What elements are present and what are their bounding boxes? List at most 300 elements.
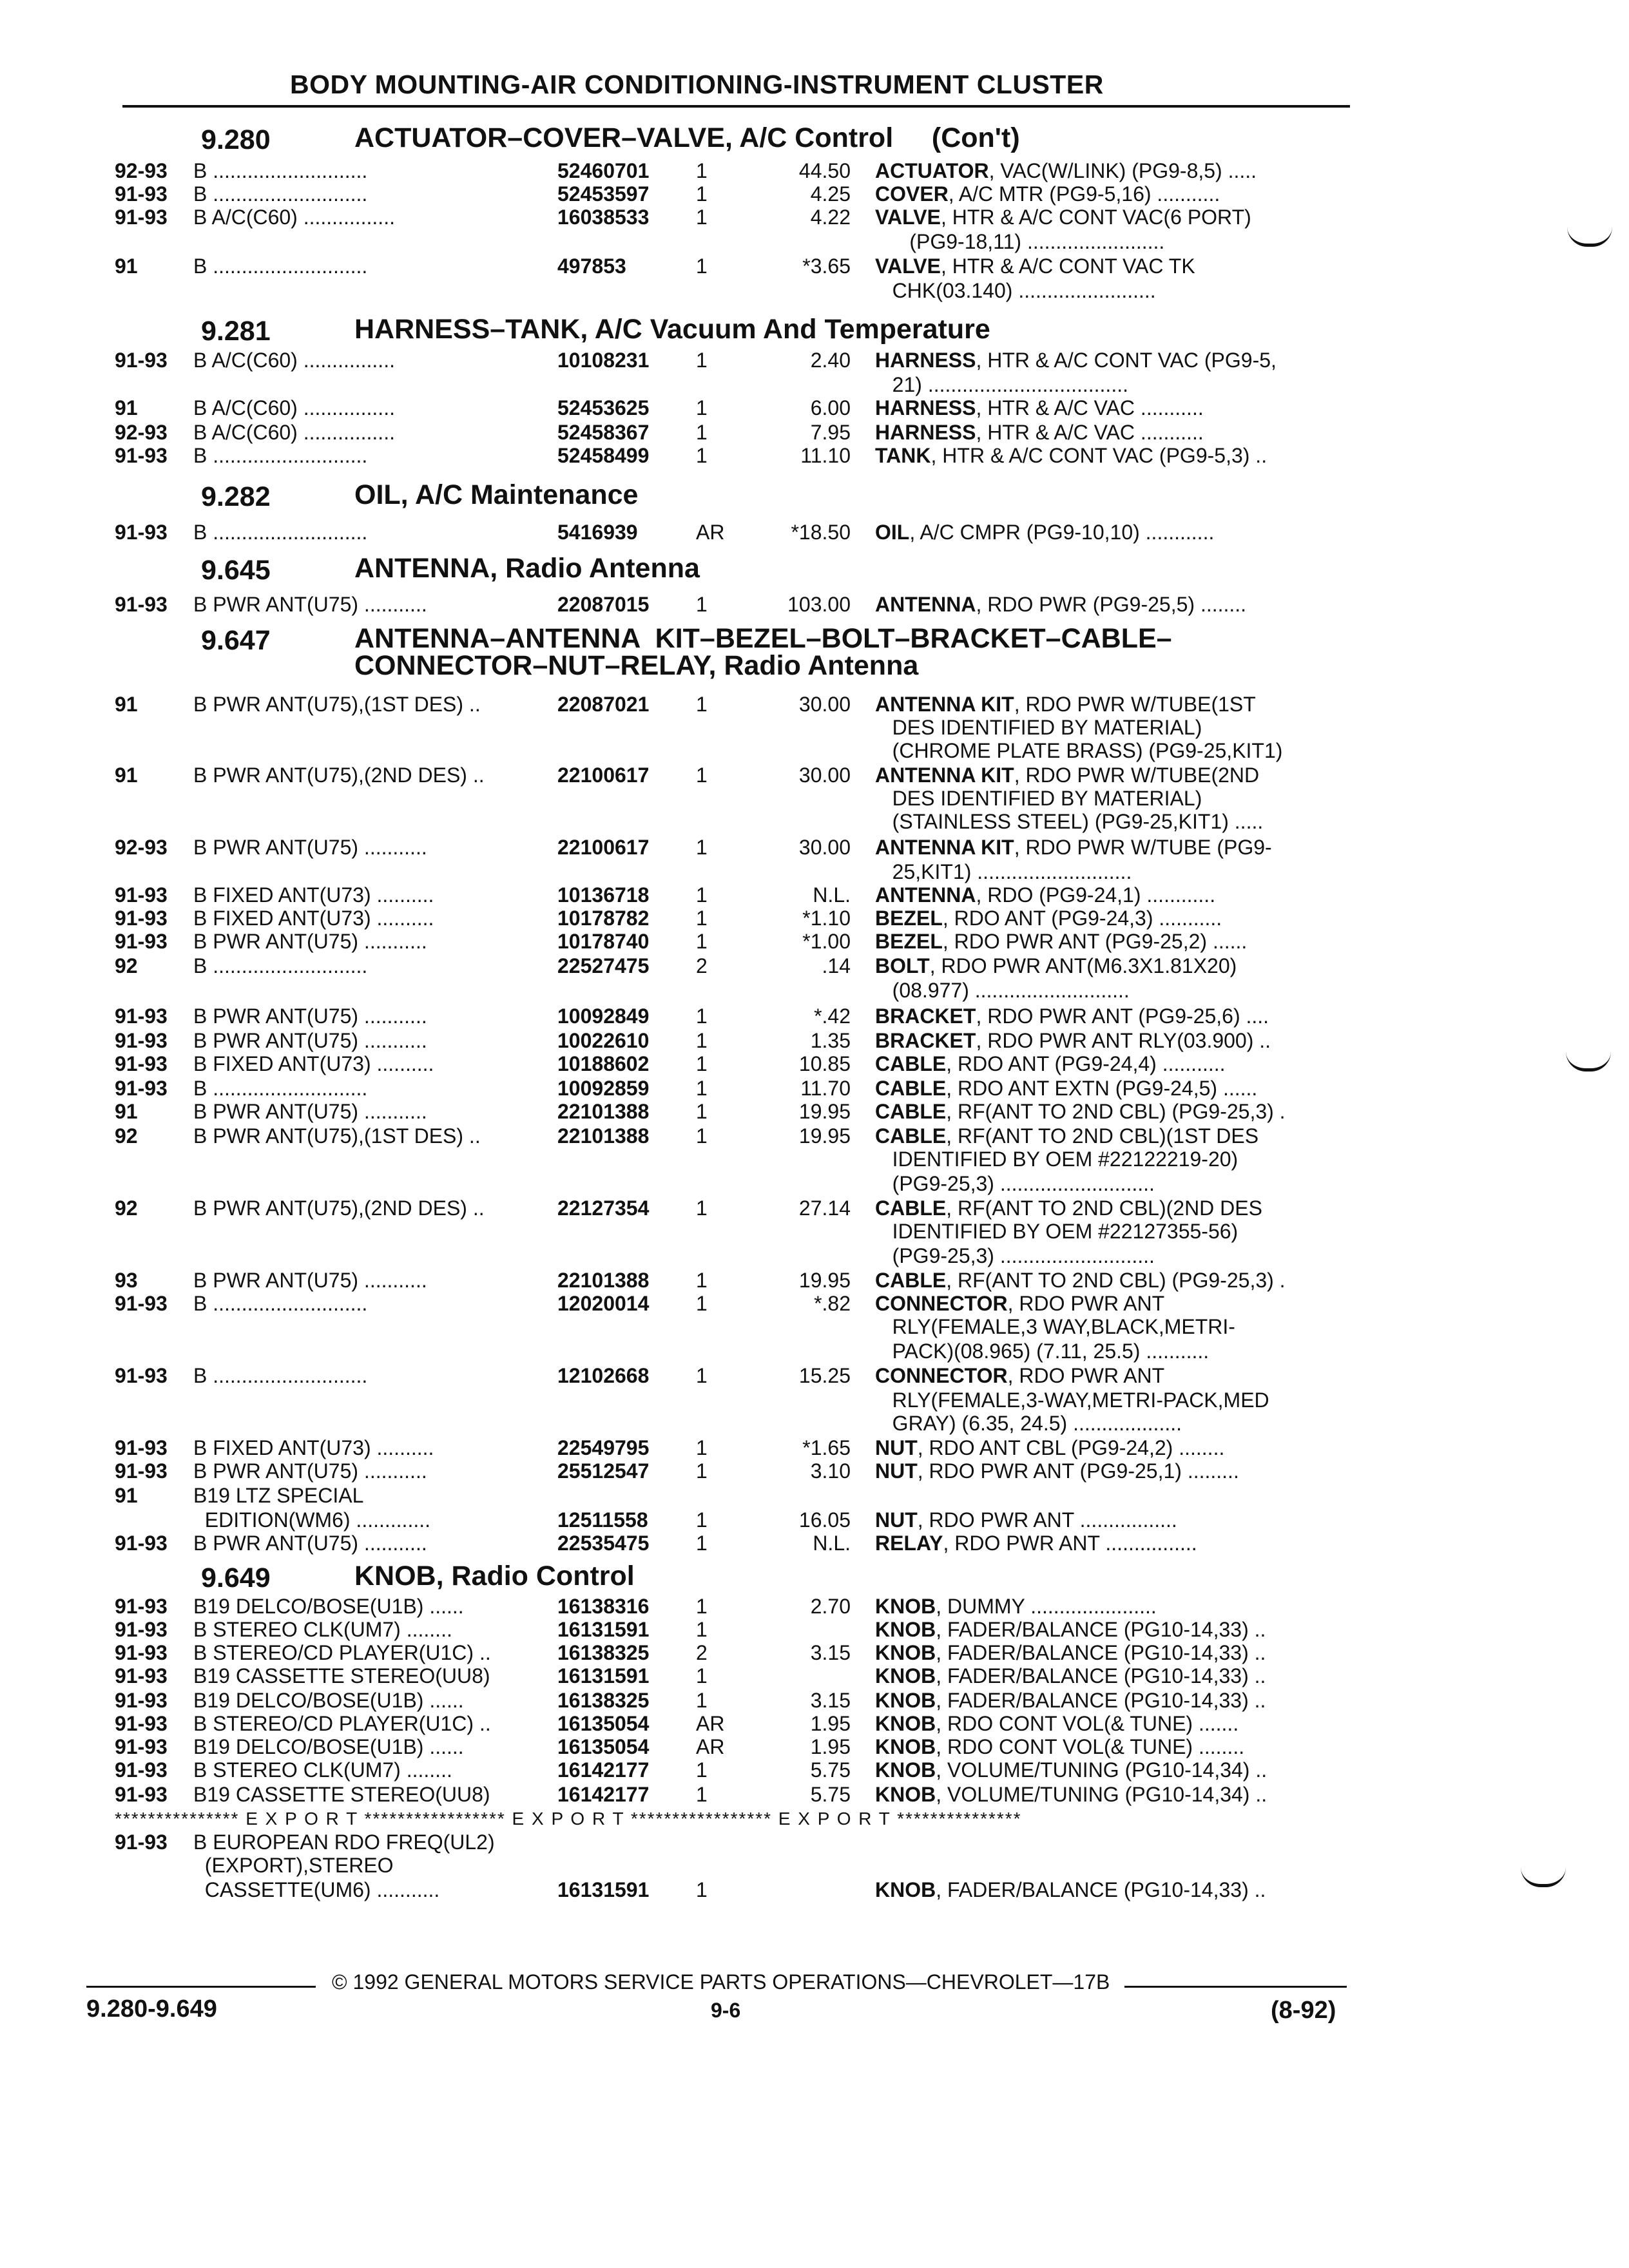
part-detail: , HTR & A/C CONT VAC TK	[940, 255, 1195, 278]
part-number: 52453597	[557, 182, 650, 206]
body-model: B19 DELCO/BOSE(U1B) ......	[193, 1595, 470, 1618]
part-detail: , RDO PWR W/TUBE (PG9-	[1014, 836, 1272, 859]
parts-line	[0, 230, 1629, 253]
year-range: 91-93	[115, 1004, 168, 1028]
body-model: B FIXED ANT(U73) ..........	[193, 1436, 440, 1459]
part-detail: , RDO PWR ANT (PG9-25,2) ......	[942, 930, 1248, 953]
body-model: B19 LTZ SPECIAL	[193, 1484, 364, 1507]
parts-line	[0, 1124, 1629, 1148]
part-description	[875, 1315, 1235, 1338]
price: N.L.	[813, 1532, 851, 1555]
year-range: 92-93	[115, 421, 168, 444]
body-model: B FIXED ANT(U73) ..........	[193, 907, 440, 930]
part-detail: , A/C CMPR (PG9-10,10) ............	[909, 521, 1215, 544]
part-detail: , VAC(W/LINK) (PG9-8,5) .....	[988, 159, 1257, 182]
parts-line	[0, 1029, 1629, 1052]
year-range: 92	[115, 1124, 138, 1148]
part-number: 16131591	[557, 1878, 650, 1901]
part-description	[875, 1148, 1238, 1171]
part-detail: (STAINLESS STEEL) (PG9-25,KIT1) .....	[875, 810, 1264, 833]
parts-line	[0, 836, 1629, 859]
part-detail: , VOLUME/TUNING (PG10-14,34) ..	[936, 1758, 1268, 1782]
footer-date: (8-92)	[1271, 1997, 1336, 2024]
quantity: 1	[696, 1595, 708, 1618]
part-number: 22087015	[557, 593, 650, 616]
section-number: 9.649	[201, 1562, 271, 1593]
part-number: 10092849	[557, 1004, 650, 1028]
part-number: 10092859	[557, 1077, 650, 1100]
year-range: 91	[115, 1100, 138, 1123]
parts-line	[0, 1269, 1629, 1292]
part-number: 16138316	[557, 1595, 650, 1618]
quantity: 1	[696, 1029, 708, 1052]
year-range: 91-93	[115, 349, 168, 372]
part-number: 12102668	[557, 1364, 650, 1387]
year-range: 91-93	[115, 1783, 168, 1806]
part-number: 25512547	[557, 1459, 650, 1483]
part-name: CONNECTOR	[875, 1364, 1008, 1387]
quantity: 1	[696, 1508, 708, 1532]
price: 11.70	[800, 1077, 851, 1100]
footer-page-number: 9-6	[711, 1999, 741, 2022]
part-number: 12511558	[557, 1508, 648, 1532]
quantity: 1	[696, 1878, 708, 1901]
part-description	[875, 1758, 1267, 1782]
year-range: 91-93	[115, 907, 168, 930]
year-range: 91-93	[115, 930, 168, 953]
part-detail: CHK(03.140) ........................	[875, 279, 1156, 302]
part-description	[875, 693, 1256, 716]
part-name: CABLE	[875, 1124, 947, 1148]
part-detail: , HTR & A/C CONT VAC (PG9-5,3) ..	[930, 444, 1268, 467]
parts-line	[0, 1783, 1629, 1806]
part-detail: , RF(ANT TO 2ND CBL)(2ND DES	[946, 1196, 1262, 1220]
body-model: B PWR ANT(U75) ...........	[193, 1269, 433, 1292]
quantity: 1	[696, 444, 708, 467]
parts-line	[0, 1436, 1629, 1459]
part-detail: , RDO PWR (PG9-25,5) ........	[976, 593, 1247, 616]
parts-line	[0, 1315, 1629, 1338]
year-range: 91-93	[115, 1292, 168, 1315]
part-number: 16038533	[557, 206, 650, 229]
price: *1.00	[802, 930, 851, 953]
parts-line	[0, 1712, 1629, 1735]
year-range: 91	[115, 396, 138, 419]
parts-line	[0, 1148, 1629, 1171]
part-name: BRACKET	[875, 1004, 976, 1028]
parts-line	[0, 349, 1629, 372]
part-description	[875, 1172, 1155, 1195]
parts-line	[0, 810, 1629, 833]
parts-line	[0, 954, 1629, 977]
year-range: 91-93	[115, 1029, 168, 1052]
footer-section-range: 9.280-9.649	[86, 1995, 217, 2023]
price: .14	[822, 954, 851, 977]
part-number: 16131591	[557, 1618, 650, 1641]
year-range: 91-93	[115, 1459, 168, 1483]
part-number: 10108231	[557, 349, 650, 372]
part-name: KNOB	[875, 1689, 936, 1712]
part-detail: (PG9-25,3) ...........................	[875, 1172, 1155, 1195]
part-description	[875, 787, 1202, 810]
part-detail: , RDO PWR W/TUBE(2ND	[1014, 764, 1260, 787]
part-detail: , RF(ANT TO 2ND CBL) (PG9-25,3) .	[946, 1269, 1286, 1292]
price: 19.95	[798, 1124, 851, 1148]
parts-line	[0, 159, 1629, 182]
quantity: 1	[696, 1689, 708, 1712]
part-name: KNOB	[875, 1878, 936, 1901]
part-description	[875, 716, 1202, 739]
parts-line	[0, 1389, 1629, 1412]
part-description	[875, 979, 1130, 1002]
year-range: 91-93	[115, 1052, 168, 1075]
body-model: B A/C(C60) ................	[193, 206, 401, 229]
part-description	[875, 349, 1277, 372]
part-number: 16135054	[557, 1735, 650, 1758]
body-model: CASSETTE(UM6) ...........	[193, 1878, 446, 1901]
part-description	[875, 860, 1132, 883]
price: 19.95	[798, 1269, 851, 1292]
body-model: B PWR ANT(U75) ...........	[193, 1100, 433, 1123]
part-number: 22101388	[557, 1124, 650, 1148]
body-model: B ...........................	[193, 182, 374, 206]
year-range: 91-93	[115, 1364, 168, 1387]
part-number: 16142177	[557, 1783, 650, 1806]
quantity: 1	[696, 159, 708, 182]
part-description	[875, 1878, 1266, 1901]
section-number: 9.282	[201, 481, 271, 512]
part-number: 52460701	[557, 159, 650, 182]
quantity: AR	[696, 1712, 725, 1735]
part-detail: , RDO PWR ANT .................	[917, 1508, 1177, 1532]
quantity: 1	[696, 1618, 708, 1641]
part-name: KNOB	[875, 1783, 936, 1806]
part-description	[875, 255, 1195, 278]
body-model: B ...........................	[193, 1364, 374, 1387]
footer-rule-left	[86, 1986, 316, 1988]
part-description	[875, 1735, 1244, 1758]
parts-line	[0, 1196, 1629, 1220]
part-detail: RLY(FEMALE,3 WAY,BLACK,METRI-	[875, 1315, 1235, 1338]
part-description	[875, 907, 1222, 930]
part-description	[875, 1712, 1239, 1735]
parts-line	[0, 444, 1629, 467]
part-name: KNOB	[875, 1618, 936, 1641]
parts-line	[0, 1735, 1629, 1758]
part-description	[875, 1689, 1266, 1712]
part-number: 10178740	[557, 930, 650, 953]
year-range: 91-93	[115, 1689, 168, 1712]
quantity: 1	[696, 1100, 708, 1123]
parts-line	[0, 1878, 1629, 1901]
price: 6.00	[810, 396, 851, 419]
part-description	[875, 1004, 1269, 1028]
quantity: 1	[696, 1436, 708, 1459]
part-name: COVER	[875, 182, 949, 206]
price: 16.05	[798, 1508, 851, 1532]
part-description	[875, 883, 1215, 907]
price: 10.85	[798, 1052, 851, 1075]
part-name: KNOB	[875, 1664, 936, 1687]
part-description	[875, 810, 1263, 833]
price: *.42	[814, 1004, 851, 1028]
body-model: B ...........................	[193, 255, 374, 278]
part-description	[875, 954, 1237, 977]
part-number: 22535475	[557, 1532, 650, 1555]
quantity: 1	[696, 1124, 708, 1148]
body-model: B PWR ANT(U75) ...........	[193, 1029, 433, 1052]
year-range: 91	[115, 764, 138, 787]
part-detail: , RDO PWR ANT (PG9-25,6) ....	[976, 1004, 1269, 1028]
part-description	[875, 159, 1257, 182]
price: 30.00	[798, 693, 851, 716]
body-model: B FIXED ANT(U73) ..........	[193, 883, 440, 907]
part-detail: DES IDENTIFIED BY MATERIAL)	[875, 716, 1202, 739]
price: 4.25	[810, 182, 851, 206]
part-description	[875, 1436, 1224, 1459]
body-model: B19 CASSETTE STEREO(UU8)	[193, 1664, 496, 1687]
section-number: 9.280	[201, 124, 271, 155]
parts-line	[0, 279, 1629, 302]
year-range: 91-93	[115, 444, 168, 467]
price: *1.65	[802, 1436, 851, 1459]
part-number: 16138325	[557, 1641, 650, 1664]
parts-line	[0, 593, 1629, 616]
part-detail: , FADER/BALANCE (PG10-14,33) ..	[936, 1618, 1266, 1641]
footer-copyright: © 1992 GENERAL MOTORS SERVICE PARTS OPERATIONS—CHEVROLET—17B	[332, 1970, 1110, 1994]
body-model: B19 DELCO/BOSE(U1B) ......	[193, 1689, 470, 1712]
price: 7.95	[810, 421, 851, 444]
section-number: 9.281	[201, 316, 271, 347]
year-range: 91	[115, 255, 138, 278]
parts-line	[0, 979, 1629, 1002]
parts-line	[0, 1459, 1629, 1483]
price: 3.10	[810, 1459, 851, 1483]
part-detail: 21) ...................................	[875, 373, 1128, 396]
parts-line	[0, 1508, 1629, 1532]
parts-line	[0, 1244, 1629, 1267]
part-name: KNOB	[875, 1758, 936, 1782]
quantity: 1	[696, 593, 708, 616]
parts-line	[0, 1807, 1629, 1831]
part-number: 22100617	[557, 764, 650, 787]
part-name: TANK	[875, 444, 931, 467]
part-name: BEZEL	[875, 930, 943, 953]
section-title: ACTUATOR–COVER–VALVE, A/C Control (Con't)	[354, 122, 1020, 153]
part-name: BEZEL	[875, 907, 943, 930]
year-range: 91-93	[115, 1664, 168, 1687]
year-range: 91-93	[115, 1436, 168, 1459]
quantity: AR	[696, 521, 725, 544]
quantity: 1	[696, 836, 708, 859]
part-detail: , HTR & A/C CONT VAC (PG9-5,	[976, 349, 1277, 372]
part-number: 52458367	[557, 421, 650, 444]
part-detail: , RF(ANT TO 2ND CBL) (PG9-25,3) .	[946, 1100, 1286, 1123]
part-name: HARNESS	[875, 349, 976, 372]
part-name: KNOB	[875, 1712, 936, 1735]
part-name: KNOB	[875, 1641, 936, 1664]
quantity: 1	[696, 1052, 708, 1075]
price: 3.15	[810, 1689, 851, 1712]
parts-line	[0, 1100, 1629, 1123]
parts-line	[0, 1641, 1629, 1664]
parts-line	[0, 1412, 1629, 1435]
part-name: RELAY	[875, 1532, 943, 1555]
body-model: B PWR ANT(U75),(2ND DES) ..	[193, 1196, 490, 1220]
price: 2.40	[810, 349, 851, 372]
price: 103.00	[787, 593, 851, 616]
footer-rule-right	[1124, 1986, 1347, 1988]
part-description	[875, 444, 1267, 467]
part-number: 10136718	[557, 883, 650, 907]
part-description	[875, 1196, 1262, 1220]
part-name: CABLE	[875, 1269, 947, 1292]
part-name: BRACKET	[875, 1029, 976, 1052]
part-name: CONNECTOR	[875, 1292, 1008, 1315]
quantity: 1	[696, 883, 708, 907]
body-model: B PWR ANT(U75) ...........	[193, 1004, 433, 1028]
parts-line	[0, 1364, 1629, 1387]
body-model: B ...........................	[193, 1292, 374, 1315]
parts-line	[0, 716, 1629, 739]
price: 11.10	[800, 444, 851, 467]
parts-line	[0, 182, 1629, 206]
part-detail: (PG9-25,3) ...........................	[875, 1244, 1155, 1267]
part-detail: , A/C MTR (PG9-5,16) ...........	[948, 182, 1220, 206]
price: 5.75	[810, 1758, 851, 1782]
body-model: B PWR ANT(U75),(1ST DES) ..	[193, 693, 487, 716]
part-detail: , VOLUME/TUNING (PG10-14,34) ..	[936, 1783, 1268, 1806]
part-detail: , RDO PWR ANT ................	[943, 1532, 1197, 1555]
part-name: KNOB	[875, 1595, 936, 1618]
price: 27.14	[798, 1196, 851, 1220]
year-range: 91	[115, 1484, 138, 1507]
part-description	[875, 1459, 1239, 1483]
part-number: 22101388	[557, 1100, 650, 1123]
body-model: B EUROPEAN RDO FREQ(UL2)	[193, 1831, 495, 1854]
quantity: 1	[696, 1664, 708, 1687]
year-range: 91-93	[115, 883, 168, 907]
part-description	[875, 421, 1204, 444]
part-detail: GRAY) (6.35, 24.5) ...................	[875, 1412, 1182, 1435]
quantity: 1	[696, 1459, 708, 1483]
part-description	[875, 279, 1156, 302]
year-range: 91-93	[115, 1618, 168, 1641]
part-name: CABLE	[875, 1077, 947, 1100]
part-detail: , RDO PWR W/TUBE(1ST	[1014, 693, 1256, 716]
quantity: 1	[696, 1292, 708, 1315]
part-description	[875, 1269, 1286, 1292]
parts-line	[0, 521, 1629, 544]
part-name: ANTENNA KIT	[875, 836, 1014, 859]
part-detail: 25,KIT1) ...........................	[875, 860, 1132, 883]
parts-line	[0, 255, 1629, 278]
parts-line	[0, 1172, 1629, 1195]
parts-line	[0, 1077, 1629, 1100]
parts-line	[0, 206, 1629, 229]
year-range: 91-93	[115, 521, 168, 544]
body-model: B PWR ANT(U75) ...........	[193, 1532, 433, 1555]
part-detail: RLY(FEMALE,3-WAY,METRI-PACK,MED	[875, 1389, 1269, 1412]
body-model: B ...........................	[193, 444, 374, 467]
part-number: 10188602	[557, 1052, 650, 1075]
part-detail: , RDO PWR ANT RLY(03.900) ..	[976, 1029, 1271, 1052]
body-model: B STEREO CLK(UM7) ........	[193, 1618, 458, 1641]
body-model: B ...........................	[193, 1077, 374, 1100]
year-range: 92-93	[115, 836, 168, 859]
part-detail: , RF(ANT TO 2ND CBL)(1ST DES	[946, 1124, 1259, 1148]
part-number: 10022610	[557, 1029, 650, 1052]
quantity: 1	[696, 1077, 708, 1100]
year-range: 92	[115, 1196, 138, 1220]
body-model: B STEREO/CD PLAYER(U1C) ..	[193, 1712, 497, 1735]
section-title: KNOB, Radio Control	[354, 1561, 635, 1591]
parts-line	[0, 1595, 1629, 1618]
part-description	[875, 1052, 1226, 1075]
quantity: 1	[696, 1004, 708, 1028]
parts-line	[0, 1758, 1629, 1782]
part-name: NUT	[875, 1508, 918, 1532]
quantity: 1	[696, 1758, 708, 1782]
quantity: 1	[696, 206, 708, 229]
parts-line	[0, 1664, 1629, 1687]
quantity: 2	[696, 954, 708, 977]
parts-line	[0, 764, 1629, 787]
part-number: 22087021	[557, 693, 650, 716]
part-description	[875, 764, 1259, 787]
year-range: 91-93	[115, 206, 168, 229]
part-number: 16131591	[557, 1664, 650, 1687]
part-description	[875, 1364, 1164, 1387]
part-detail: , HTR & A/C VAC ...........	[976, 421, 1204, 444]
section-title: OIL, A/C Maintenance	[354, 479, 639, 510]
price: 30.00	[798, 764, 851, 787]
part-description	[875, 1389, 1269, 1412]
part-detail: , RDO CONT VOL(& TUNE) .......	[936, 1712, 1239, 1735]
parts-line	[0, 883, 1629, 907]
quantity: 1	[696, 764, 708, 787]
page-header-title: BODY MOUNTING-AIR CONDITIONING-INSTRUMENT CLUSTER	[290, 70, 1104, 99]
part-detail: , RDO PWR ANT(M6.3X1.81X20)	[929, 954, 1237, 977]
part-detail: , FADER/BALANCE (PG10-14,33) ..	[936, 1689, 1266, 1712]
quantity: 1	[696, 1783, 708, 1806]
part-description	[875, 836, 1272, 859]
part-description	[875, 1412, 1182, 1435]
part-name: KNOB	[875, 1735, 936, 1758]
year-range: 91-93	[115, 182, 168, 206]
body-model: B PWR ANT(U75) ...........	[193, 930, 433, 953]
part-detail: , RDO PWR ANT (PG9-25,1) .........	[917, 1459, 1239, 1483]
part-description	[875, 1664, 1266, 1687]
year-range: 91-93	[115, 1641, 168, 1664]
price: 30.00	[798, 836, 851, 859]
body-model: B STEREO/CD PLAYER(U1C) ..	[193, 1641, 497, 1664]
body-model: B ...........................	[193, 159, 374, 182]
part-name: ANTENNA KIT	[875, 764, 1014, 787]
part-number: 497853	[557, 255, 626, 278]
parts-line	[0, 693, 1629, 716]
part-detail: (08.977) ...........................	[875, 979, 1130, 1002]
part-number: 16135054	[557, 1712, 650, 1735]
body-model: B A/C(C60) ................	[193, 396, 401, 419]
body-model: B A/C(C60) ................	[193, 421, 401, 444]
price: 4.22	[810, 206, 851, 229]
part-name: CABLE	[875, 1196, 947, 1220]
part-name: CABLE	[875, 1100, 947, 1123]
quantity: 1	[696, 421, 708, 444]
part-description	[875, 1244, 1155, 1267]
year-range: 91	[115, 693, 138, 716]
